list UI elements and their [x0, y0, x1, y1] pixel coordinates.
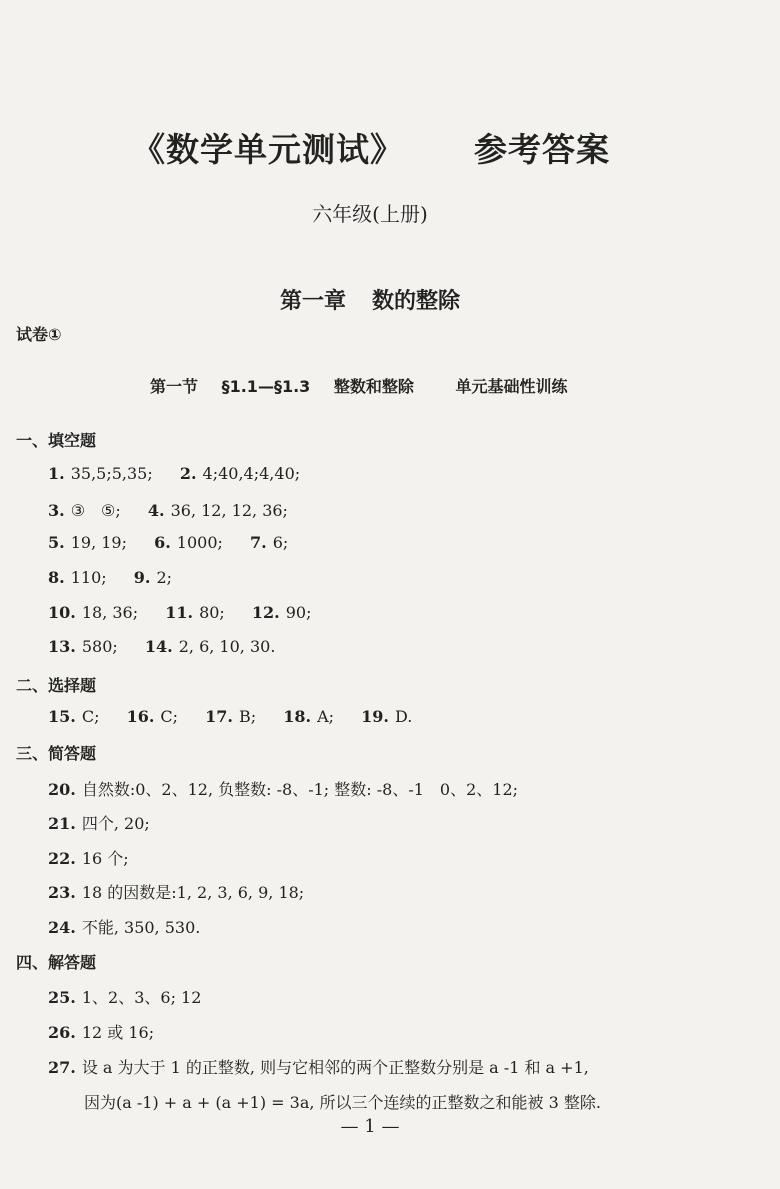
chapter-number: 第一章: [279, 289, 346, 314]
section-kind: 单元基础性训练: [455, 377, 568, 396]
answer-text: 12 或 16;: [81, 1023, 155, 1042]
chapter-heading: [0, 284, 740, 315]
question-number: 10.: [48, 603, 76, 622]
question-number: 9.: [133, 568, 151, 587]
question-number: 2.: [179, 464, 197, 483]
answer-row: [48, 880, 304, 903]
answer-text: 110;: [70, 568, 107, 587]
question-number: 16.: [126, 707, 155, 726]
title-answer-label: 参考答案: [474, 130, 610, 169]
answer-row: [48, 777, 518, 800]
heading-solutions: 四、解答题: [16, 953, 97, 972]
question-number: 25.: [48, 988, 76, 1007]
answer-text: ③ ⑤;: [70, 501, 121, 520]
answer-text: 18 的因数是:1, 2, 3, 6, 9, 18;: [81, 883, 305, 902]
question-number: 7.: [249, 533, 267, 552]
title-book-name: 《数学单元测试》: [132, 130, 404, 169]
question-number: 24.: [48, 918, 76, 937]
answer-text: A;: [317, 707, 335, 726]
answer-text: 90;: [285, 603, 312, 622]
question-number: 15.: [48, 707, 76, 726]
answer-row: [48, 985, 201, 1008]
question-number: 18.: [283, 707, 312, 726]
question-number: 20.: [48, 780, 76, 799]
page-title: [132, 124, 610, 171]
answer-row: [48, 811, 150, 834]
question-number: 27.: [48, 1058, 76, 1077]
question-number: 23.: [48, 883, 76, 902]
question-number: 17.: [205, 707, 233, 726]
answer-text: 19, 19;: [70, 533, 127, 552]
answer-text: 1、2、3、6; 12: [81, 988, 202, 1007]
answer-text: B;: [239, 707, 257, 726]
answer-text: 16 个;: [81, 849, 129, 868]
answer-text: 580;: [81, 637, 118, 656]
heading-short-answer: 三、简答题: [16, 744, 97, 763]
question-number: 11.: [165, 603, 194, 622]
question-number: 13.: [48, 637, 76, 656]
answer-text: 18, 36;: [81, 603, 139, 622]
question-number: 22.: [48, 849, 76, 868]
answer-row: [48, 533, 288, 552]
answer-row: [48, 1020, 154, 1043]
question-number: 26.: [48, 1023, 76, 1042]
answer-text: 自然数:0、2、12, 负整数: -8、-1; 整数: -8、-1 0、2、12;: [81, 780, 519, 799]
answer-text: 80;: [199, 603, 225, 622]
answer-text: D.: [394, 707, 413, 726]
answer-text: C;: [160, 707, 179, 726]
question-number: 4.: [147, 501, 165, 520]
answer-continuation: 因为(a -1) + a + (a +1) = 3a, 所以三个连续的正整数之和能被 3 整除.: [84, 1093, 601, 1112]
question-number: 21.: [48, 814, 76, 833]
section-number: 第一节: [150, 377, 199, 396]
question-number: 6.: [154, 533, 171, 552]
question-number: 19.: [361, 707, 389, 726]
answer-text: 4;40,4;4,40;: [202, 464, 301, 483]
answer-text: 不能, 350, 530.: [81, 918, 201, 937]
chapter-name: 数的整除: [372, 289, 461, 314]
heading-fill-in: 一、填空题: [16, 431, 97, 450]
question-number: 1.: [48, 464, 65, 483]
answer-text: 2;: [156, 568, 173, 587]
grade-label: 六年级(上册): [312, 202, 428, 226]
question-number: 12.: [251, 603, 280, 622]
answer-row: [48, 707, 412, 726]
page-number: — 1 —: [340, 1116, 400, 1137]
answer-text: 2, 6, 10, 30.: [178, 637, 276, 656]
paper-label: 试卷①: [16, 325, 62, 344]
answer-row: [48, 498, 288, 521]
section-heading: [150, 374, 585, 397]
answer-text: 36, 12, 12, 36;: [170, 501, 288, 520]
answer-text: 设 a 为大于 1 的正整数, 则与它相邻的两个正整数分别是 a -1 和 a +1,: [81, 1058, 589, 1077]
section-range: §1.1—§1.3: [221, 377, 311, 396]
answer-row: [48, 568, 172, 587]
answer-row: [48, 637, 275, 656]
question-number: 5.: [48, 533, 65, 552]
section-topic: 整数和整除: [333, 377, 414, 396]
heading-multiple-choice: 二、选择题: [16, 676, 97, 695]
answer-text: C;: [81, 707, 100, 726]
answer-row: [48, 464, 300, 483]
answer-text: 1000;: [176, 533, 223, 552]
question-number: 8.: [48, 568, 65, 587]
answer-row: [48, 915, 200, 938]
answer-text: 6;: [272, 533, 289, 552]
answer-row: [48, 846, 129, 869]
answer-row: [48, 603, 312, 622]
answer-row: [48, 1055, 589, 1078]
question-number: 3.: [48, 501, 65, 520]
question-number: 14.: [144, 637, 173, 656]
answer-text: 35,5;5,35;: [70, 464, 153, 483]
answer-text: 四个, 20;: [81, 814, 150, 833]
